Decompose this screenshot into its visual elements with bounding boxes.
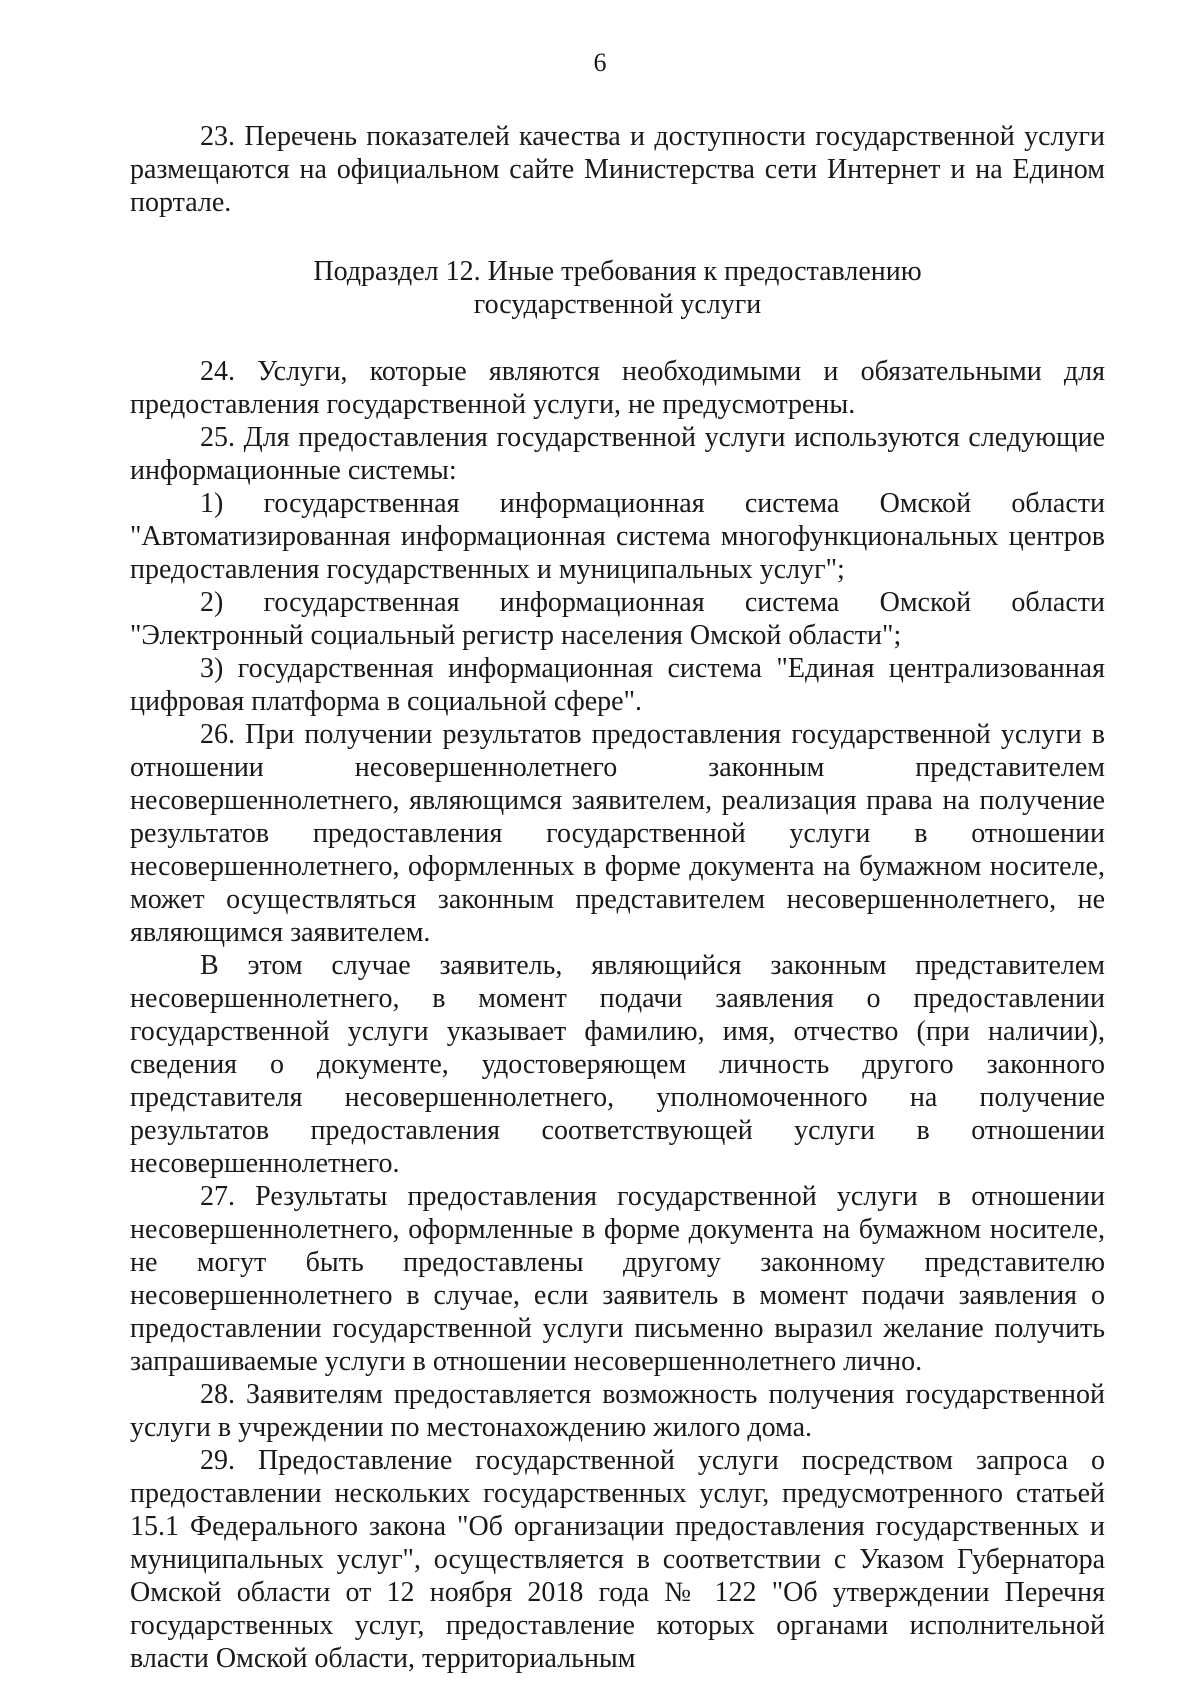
paragraph-26-continuation: В этом случае заявитель, являющийся законным представителем несовершеннолетнего, в момент подачи заявления о предоставлении государственной услуги указывает фамилию, имя, отчество (при наличии), сведения о документе, удостоверяющем личность другого законного представителя несовершеннолетнего, уполномоченного на получение результатов предоставления соответствующей услуги в отношении несовершеннолетнего. bbox=[130, 950, 1105, 1179]
subsection-heading-line-1: Подраздел 12. Иные требования к предоставлению bbox=[313, 256, 922, 287]
paragraph-24: 24. Услуги, которые являются необходимыми и обязательными для предоставления государственной услуги, не предусмотрены. bbox=[130, 356, 1105, 420]
paragraph-23: 23. Перечень показателей качества и доступности государственной услуги размещаются на официальном сайте Министерства сети Интернет и на Едином портале. bbox=[130, 121, 1105, 218]
page-number: 6 bbox=[593, 48, 607, 77]
subsection-heading bbox=[130, 255, 1105, 321]
paragraph-28: 28. Заявителям предоставляется возможность получения государственной услуги в учреждении по местонахождению жилого дома. bbox=[130, 1379, 1105, 1443]
document-body bbox=[130, 120, 1105, 1675]
paragraph-26: 26. При получении результатов предоставления государственной услуги в отношении несовершеннолетнего законным представителем несовершеннолетнего, являющимся заявителем, реализация права на получение результатов предоставления государственной услуги в отношении несовершеннолетнего, оформленных в форме документа на бумажном носителе, может осуществляться законным представителем несовершеннолетнего, не являющимся заявителем. bbox=[130, 719, 1105, 948]
paragraph-25-item-1: 1) государственная информационная система Омской области "Автоматизированная информационная система многофункциональных центров предоставления государственных и муниципальных услуг"; bbox=[130, 488, 1105, 585]
subsection-heading-line-2: государственной услуги bbox=[473, 289, 762, 320]
paragraph-27: 27. Результаты предоставления государственной услуги в отношении несовершеннолетнего, оформленные в форме документа на бумажном носителе, не могут быть предоставлены другому законному представителю несовершеннолетнего в случае, если заявитель в момент подачи заявления о предоставлении государственной услуги письменно выразил желание получить запрашиваемые услуги в отношении несовершеннолетнего лично. bbox=[130, 1181, 1105, 1377]
paragraph-25-item-3: 3) государственная информационная система "Единая централизованная цифровая платформа в социальной сфере". bbox=[130, 653, 1105, 717]
paragraph-25: 25. Для предоставления государственной услуги используются следующие информационные системы: bbox=[130, 422, 1105, 486]
paragraph-29: 29. Предоставление государственной услуги посредством запроса о предоставлении нескольких государственных услуг, предусмотренного статьей 15.1 Федерального закона "Об организации предоставления государственных и муниципальных услуг", осуществляется в соответствии с Указом Губернатора Омской области от 12 ноября 2018 года № 122 "Об утверждении Перечня государственных услуг, предоставление которых органами исполнительной власти Омской области, территориальным bbox=[130, 1445, 1105, 1674]
paragraph-25-item-2: 2) государственная информационная система Омской области "Электронный социальный регистр населения Омской области"; bbox=[130, 587, 1105, 651]
